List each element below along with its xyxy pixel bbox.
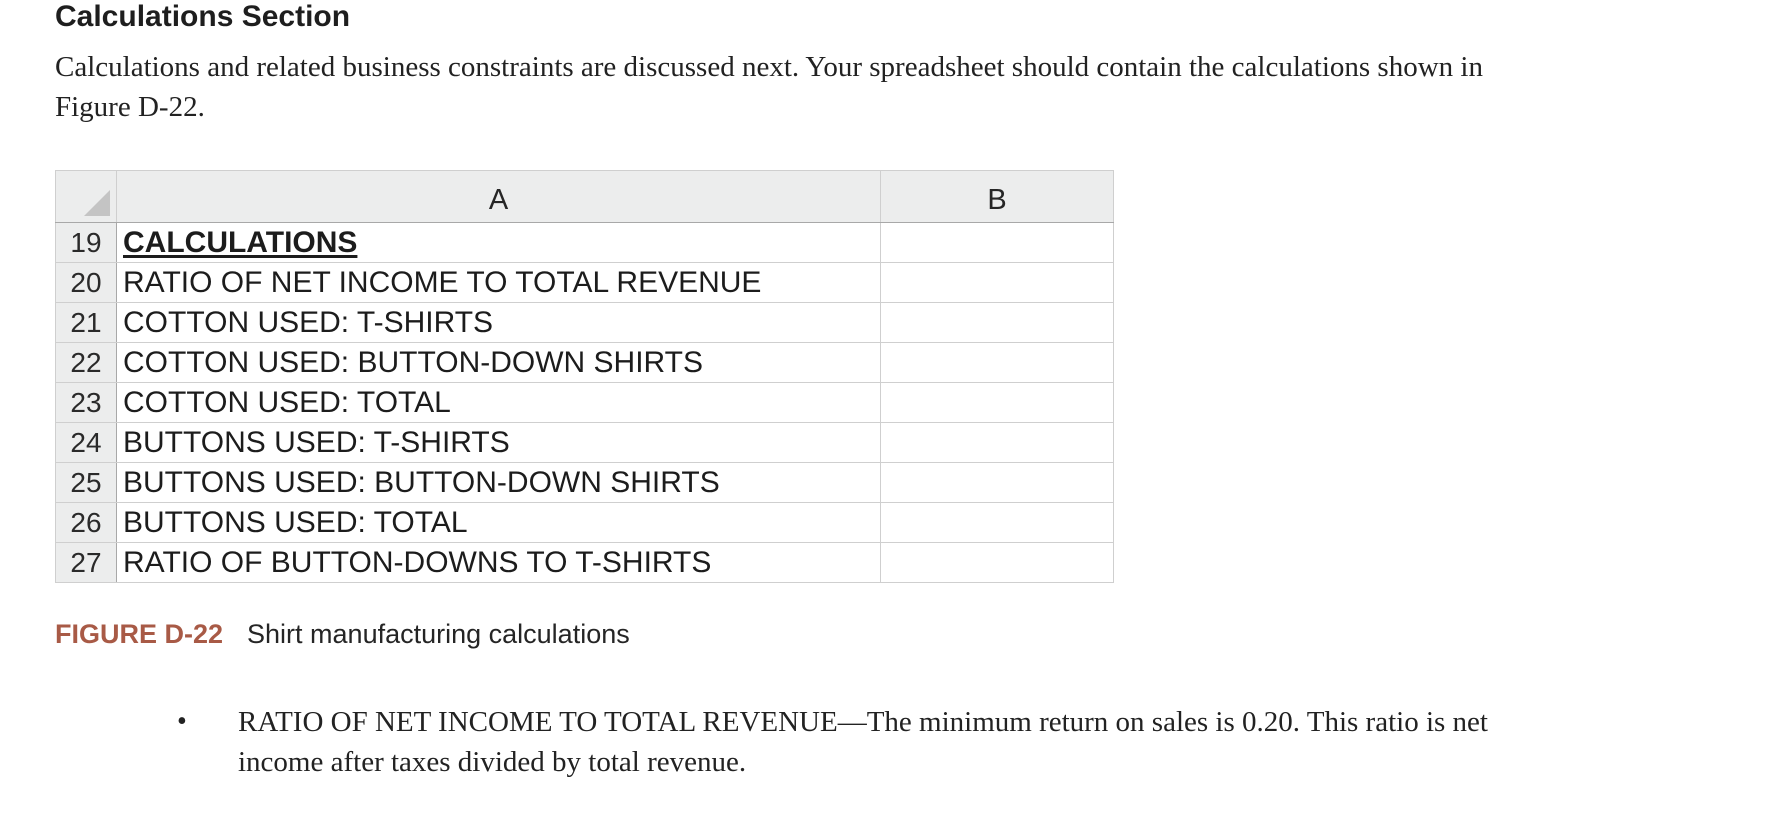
table-row: [56, 343, 1114, 383]
table-row: [56, 223, 1114, 263]
column-header-a: A: [117, 171, 881, 223]
column-header-row: [56, 171, 1114, 223]
cell-b: [881, 383, 1114, 423]
table-row: [56, 303, 1114, 343]
cell-b: [881, 503, 1114, 543]
table-row: [56, 503, 1114, 543]
cell-a: BUTTONS USED: TOTAL: [117, 503, 881, 543]
row-number: 23: [56, 383, 117, 423]
row-number: 25: [56, 463, 117, 503]
spreadsheet-figure: [55, 170, 1114, 583]
figure-label: FIGURE D-22: [55, 619, 224, 649]
row-number: 22: [56, 343, 117, 383]
row-number: 26: [56, 503, 117, 543]
section-heading: Calculations Section: [55, 0, 351, 33]
row-number: 24: [56, 423, 117, 463]
cell-a: COTTON USED: BUTTON-DOWN SHIRTS: [117, 343, 881, 383]
cell-b: [881, 423, 1114, 463]
row-number: 27: [56, 543, 117, 583]
cell-b: [881, 543, 1114, 583]
row-number: 21: [56, 303, 117, 343]
select-all-triangle-icon: [84, 190, 110, 216]
cell-b: [881, 263, 1114, 303]
cell-a: RATIO OF BUTTON-DOWNS TO T-SHIRTS: [117, 543, 881, 583]
table-row: [56, 383, 1114, 423]
cell-a: COTTON USED: T-SHIRTS: [117, 303, 881, 343]
list-item: [0, 702, 1558, 782]
cell-a: BUTTONS USED: T-SHIRTS: [117, 423, 881, 463]
cell-a: RATIO OF NET INCOME TO TOTAL REVENUE: [117, 263, 881, 303]
figure-caption-text: Shirt manufacturing calculations: [247, 619, 630, 649]
row-number: 19: [56, 223, 117, 263]
cell-a: BUTTONS USED: BUTTON-DOWN SHIRTS: [117, 463, 881, 503]
table-row: [56, 423, 1114, 463]
select-all-corner: [56, 171, 117, 223]
row-number: 20: [56, 263, 117, 303]
table-row: [56, 263, 1114, 303]
table-row: [56, 543, 1114, 583]
bullet-text: RATIO OF NET INCOME TO TOTAL REVENUE—The minimum return on sales is 0.20. This ratio is net income after taxes divided by total revenue.: [238, 706, 1488, 778]
table-row: [56, 463, 1114, 503]
cell-a-calculations-heading: CALCULATIONS: [117, 223, 881, 263]
cell-b: [881, 343, 1114, 383]
bullet-icon: •: [177, 706, 187, 737]
cell-b: [881, 303, 1114, 343]
cell-b: [881, 223, 1114, 263]
figure-caption: [55, 618, 630, 650]
cell-b: [881, 463, 1114, 503]
intro-paragraph: Calculations and related business constraints are discussed next. Your spreadsheet should contain the calculations shown in Figure D-22.: [55, 51, 1483, 123]
cell-a: COTTON USED: TOTAL: [117, 383, 881, 423]
bullet-list: [0, 702, 1558, 782]
column-header-b: B: [881, 171, 1114, 223]
